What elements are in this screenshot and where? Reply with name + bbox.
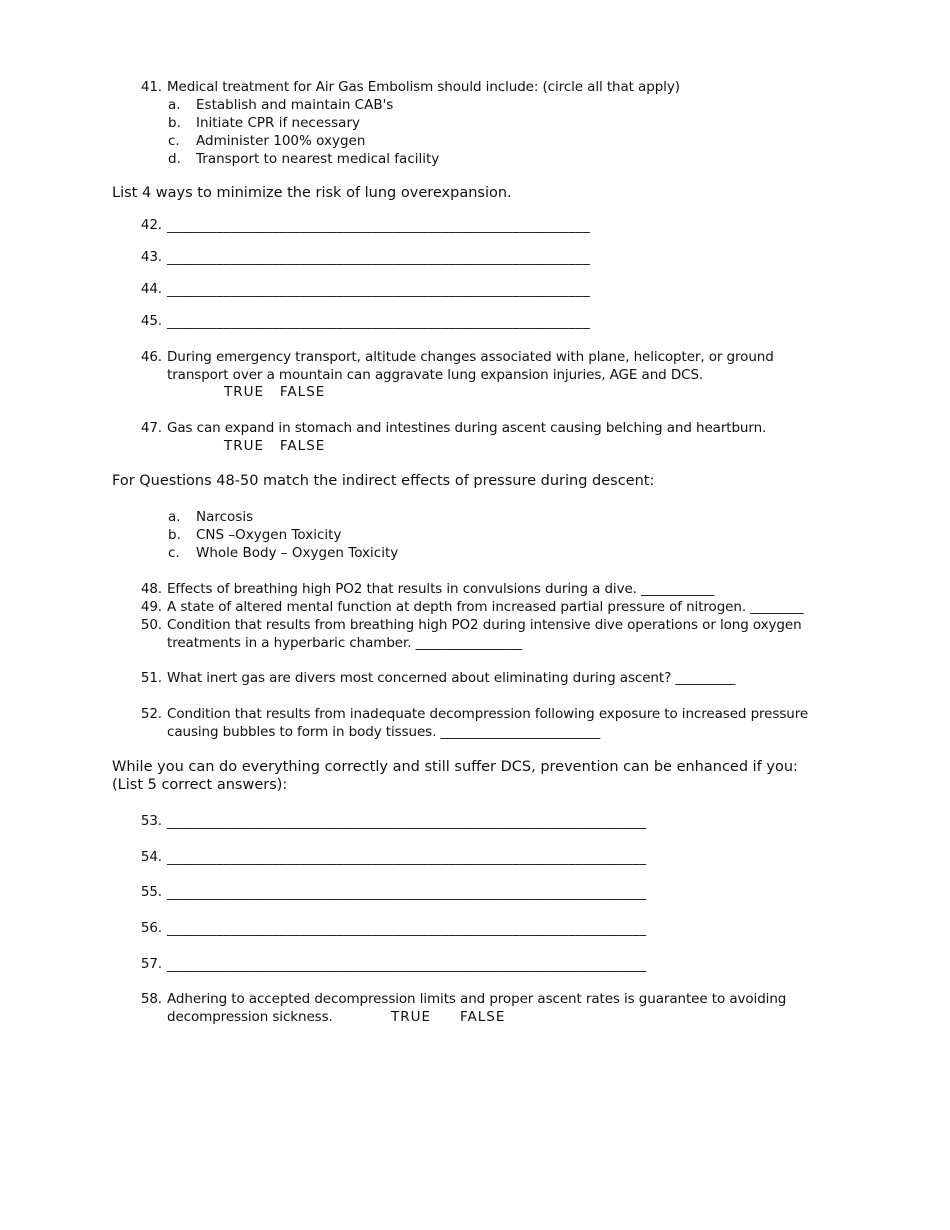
true-false-choice[interactable]: TRUE FALSE bbox=[224, 384, 326, 400]
question-number: 58. bbox=[140, 991, 162, 1007]
option-letter: a. bbox=[168, 97, 181, 113]
answer-blank[interactable]: ____________________________________________________________ bbox=[167, 282, 590, 298]
question-number: 41. bbox=[140, 79, 162, 95]
question-number: 49. bbox=[140, 599, 162, 615]
question-number: 46. bbox=[140, 349, 162, 365]
option-text: CNS –Oxygen Toxicity bbox=[196, 527, 342, 543]
question-text: Gas can expand in stomach and intestines during ascent causing belching and heartburn. bbox=[167, 420, 767, 436]
question-number: 55. bbox=[140, 884, 162, 900]
option-letter: c. bbox=[168, 133, 180, 149]
question-text: causing bubbles to form in body tissues. ________________________ bbox=[167, 724, 601, 740]
question-text: decompression sickness. bbox=[167, 1009, 333, 1025]
answer-blank[interactable]: ____________________________________________________________________ bbox=[167, 850, 647, 866]
section-heading-match: For Questions 48-50 match the indirect effects of pressure during descent: bbox=[112, 473, 655, 489]
question-text: Condition that results from breathing high PO2 during intensive dive operations or long oxygen bbox=[167, 617, 802, 633]
question-number: 53. bbox=[140, 813, 162, 829]
question-number: 42. bbox=[140, 217, 162, 233]
option-letter: b. bbox=[168, 115, 181, 131]
answer-blank[interactable]: ____________________________________________________________ bbox=[167, 218, 590, 234]
question-text: A state of altered mental function at depth from increased partial pressure of nitrogen. ________ bbox=[167, 599, 804, 615]
true-choice[interactable]: TRUE bbox=[391, 1009, 432, 1025]
answer-blank[interactable]: ____________________________________________________________ bbox=[167, 250, 590, 266]
option-letter: a. bbox=[168, 509, 181, 525]
question-number: 56. bbox=[140, 920, 162, 936]
option-text: Narcosis bbox=[196, 509, 254, 525]
question-text: Medical treatment for Air Gas Embolism should include: (circle all that apply) bbox=[167, 79, 680, 95]
option-text: Establish and maintain CAB's bbox=[196, 97, 394, 113]
question-number: 54. bbox=[140, 849, 162, 865]
question-text: Effects of breathing high PO2 that results in convulsions during a dive. ___________ bbox=[167, 581, 715, 597]
question-text: treatments in a hyperbaric chamber. ________________ bbox=[167, 635, 523, 651]
question-number: 50. bbox=[140, 617, 162, 633]
question-number: 57. bbox=[140, 956, 162, 972]
section-heading-dcs: While you can do everything correctly and still suffer DCS, prevention can be enhanced if you: bbox=[112, 759, 798, 775]
option-text: Administer 100% oxygen bbox=[196, 133, 366, 149]
question-number: 52. bbox=[140, 706, 162, 722]
question-text: What inert gas are divers most concerned about eliminating during ascent? _________ bbox=[167, 670, 736, 686]
question-number: 47. bbox=[140, 420, 162, 436]
option-text: Whole Body – Oxygen Toxicity bbox=[196, 545, 399, 561]
answer-blank[interactable]: ____________________________________________________________________ bbox=[167, 957, 647, 973]
true-false-choice[interactable]: TRUE FALSE bbox=[224, 438, 326, 454]
answer-blank[interactable]: ____________________________________________________________________ bbox=[167, 885, 647, 901]
question-number: 45. bbox=[140, 313, 162, 329]
answer-blank[interactable]: ____________________________________________________________________ bbox=[167, 814, 647, 830]
question-number: 43. bbox=[140, 249, 162, 265]
answer-blank[interactable]: ____________________________________________________________________ bbox=[167, 921, 647, 937]
option-letter: c. bbox=[168, 545, 180, 561]
answer-blank[interactable]: ____________________________________________________________ bbox=[167, 314, 590, 330]
question-number: 48. bbox=[140, 581, 162, 597]
question-number: 51. bbox=[140, 670, 162, 686]
section-heading-dcs-line2: (List 5 correct answers): bbox=[112, 777, 288, 793]
false-choice[interactable]: FALSE bbox=[460, 1009, 506, 1025]
section-heading-lung: List 4 ways to minimize the risk of lung overexpansion. bbox=[112, 185, 512, 201]
option-letter: d. bbox=[168, 151, 181, 167]
question-text: transport over a mountain can aggravate lung expansion injuries, AGE and DCS. bbox=[167, 367, 704, 383]
option-text: Transport to nearest medical facility bbox=[196, 151, 440, 167]
option-letter: b. bbox=[168, 527, 181, 543]
question-text: Adhering to accepted decompression limits and proper ascent rates is guarantee to avoiding bbox=[167, 991, 787, 1007]
option-text: Initiate CPR if necessary bbox=[196, 115, 360, 131]
question-number: 44. bbox=[140, 281, 162, 297]
question-text: Condition that results from inadequate decompression following exposure to increased pressure bbox=[167, 706, 809, 722]
question-text: During emergency transport, altitude changes associated with plane, helicopter, or ground bbox=[167, 349, 774, 365]
